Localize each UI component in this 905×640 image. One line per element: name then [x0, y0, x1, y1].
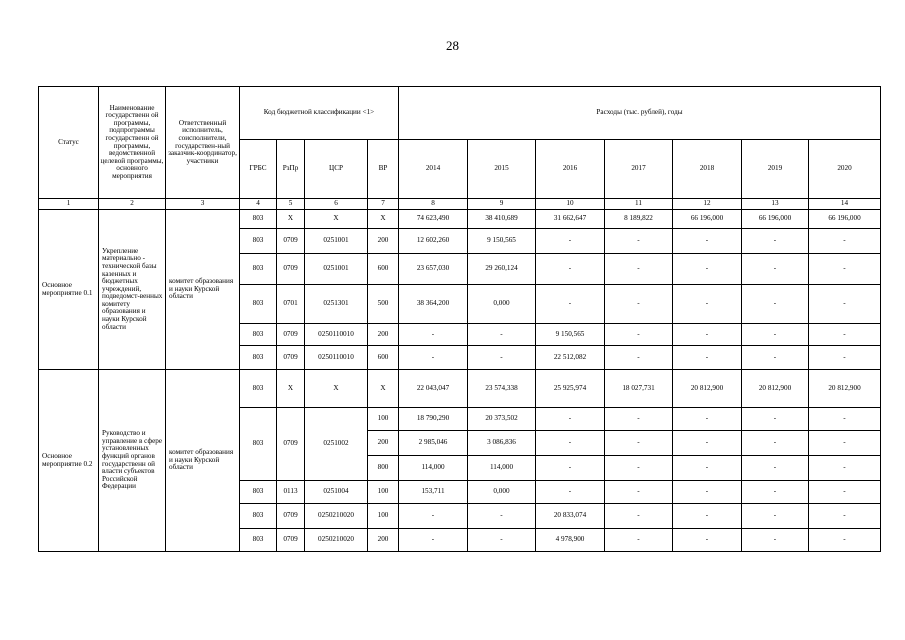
cell-value: - [809, 346, 881, 370]
page-number: 28 [446, 38, 459, 53]
header-row-1 [39, 87, 881, 140]
cell-value: 29 260,124 [468, 254, 536, 285]
cell-vr: 100 [368, 408, 399, 431]
cell-value: 38 410,689 [468, 210, 536, 229]
cell-value: 20 812,900 [742, 370, 809, 408]
table-row [39, 370, 881, 408]
cell-value: - [809, 456, 881, 481]
cell-rzpr: 0709 [277, 324, 305, 346]
section-name: Руководство и управление в сфере установленных функций органов государственн ой власти субъектов Российской Федерации [99, 370, 166, 552]
cell-grbs: 803 [240, 285, 277, 324]
cell-value: 22 512,082 [536, 346, 605, 370]
cell-value: - [809, 431, 881, 456]
cell-value: 20 373,502 [468, 408, 536, 431]
cell-value: 18 027,731 [605, 370, 673, 408]
cell-value: - [605, 504, 673, 529]
cell-value: - [605, 481, 673, 504]
section-name: Укрепление материально - технической базы казенных и бюджетных учреждений, подведомст-венных комитету образования и науки Курской области [99, 210, 166, 370]
section-status: Основное мероприятие 0.2 [39, 370, 99, 552]
cell-value: 9 150,565 [468, 229, 536, 254]
cell-value: 2 985,046 [399, 431, 468, 456]
cell-value: - [809, 324, 881, 346]
cell-value: - [536, 456, 605, 481]
cell-value: - [673, 254, 742, 285]
header-vr: ВР [368, 140, 399, 199]
cell-rzpr: 0709 [277, 346, 305, 370]
cell-value: 114,000 [468, 456, 536, 481]
cell-value: - [673, 229, 742, 254]
column-number: 12 [673, 199, 742, 210]
cell-value: - [536, 408, 605, 431]
table-body [39, 87, 881, 552]
header-budget-code: Код бюджетной классификации <1> [240, 87, 399, 140]
cell-value: - [809, 229, 881, 254]
cell-value: - [468, 324, 536, 346]
column-number: 1 [39, 199, 99, 210]
cell-value: 38 364,200 [399, 285, 468, 324]
column-number: 9 [468, 199, 536, 210]
cell-value: 18 790,290 [399, 408, 468, 431]
cell-value: 66 196,000 [673, 210, 742, 229]
cell-rzpr: 0709 [277, 504, 305, 529]
cell-value: - [673, 504, 742, 529]
header-year: 2020 [809, 140, 881, 199]
cell-value: - [809, 529, 881, 552]
section-responsible: комитет образования и науки Курской области [166, 210, 240, 370]
column-number: 2 [99, 199, 166, 210]
header-year: 2017 [605, 140, 673, 199]
cell-value: - [809, 481, 881, 504]
cell-value: 4 978,900 [536, 529, 605, 552]
cell-rzpr: 0709 [277, 254, 305, 285]
cell-value: - [742, 408, 809, 431]
cell-value: 66 196,000 [809, 210, 881, 229]
header-csr: ЦСР [305, 140, 368, 199]
cell-rzpr: 0113 [277, 481, 305, 504]
cell-vr: 600 [368, 254, 399, 285]
cell-value: - [468, 346, 536, 370]
cell-grbs: 803 [240, 370, 277, 408]
cell-value: - [399, 504, 468, 529]
column-number: 13 [742, 199, 809, 210]
column-number: 8 [399, 199, 468, 210]
cell-value: 114,000 [399, 456, 468, 481]
cell-value: 8 189,822 [605, 210, 673, 229]
cell-rzpr: 0709 [277, 408, 305, 481]
cell-grbs: 803 [240, 481, 277, 504]
cell-value: 0,000 [468, 481, 536, 504]
cell-vr: 500 [368, 285, 399, 324]
cell-grbs: 803 [240, 346, 277, 370]
header-year: 2014 [399, 140, 468, 199]
cell-value: 66 196,000 [742, 210, 809, 229]
cell-vr: 800 [368, 456, 399, 481]
cell-rzpr: X [277, 210, 305, 229]
cell-value: 3 086,836 [468, 431, 536, 456]
header-year: 2019 [742, 140, 809, 199]
column-number: 11 [605, 199, 673, 210]
cell-csr: 0250210020 [305, 504, 368, 529]
cell-csr: X [305, 370, 368, 408]
cell-value: - [809, 254, 881, 285]
header-grbs: ГРБС [240, 140, 277, 199]
header-year: 2018 [673, 140, 742, 199]
cell-rzpr: 0701 [277, 285, 305, 324]
cell-value: - [673, 346, 742, 370]
cell-csr: 0250210020 [305, 529, 368, 552]
column-number: 6 [305, 199, 368, 210]
cell-value: 23 574,338 [468, 370, 536, 408]
cell-vr: 200 [368, 324, 399, 346]
cell-grbs: 803 [240, 504, 277, 529]
cell-csr: 0251002 [305, 408, 368, 481]
cell-vr: 100 [368, 481, 399, 504]
cell-value: 22 043,047 [399, 370, 468, 408]
cell-value: - [742, 456, 809, 481]
cell-value: - [673, 408, 742, 431]
cell-vr: 200 [368, 431, 399, 456]
cell-value: - [399, 529, 468, 552]
cell-csr: 0251004 [305, 481, 368, 504]
cell-value: - [605, 346, 673, 370]
cell-value: - [468, 529, 536, 552]
cell-csr: 0251001 [305, 229, 368, 254]
cell-value: - [742, 254, 809, 285]
cell-value: 74 623,490 [399, 210, 468, 229]
cell-grbs: 803 [240, 254, 277, 285]
cell-value: - [809, 504, 881, 529]
cell-value: - [742, 431, 809, 456]
cell-vr: X [368, 370, 399, 408]
budget-table [38, 86, 881, 552]
cell-value: - [605, 229, 673, 254]
cell-value: - [536, 229, 605, 254]
cell-value: - [673, 481, 742, 504]
section-status: Основное мероприятие 0.1 [39, 210, 99, 370]
cell-value: 153,711 [399, 481, 468, 504]
cell-value: 0,000 [468, 285, 536, 324]
column-number: 5 [277, 199, 305, 210]
cell-value: - [605, 529, 673, 552]
cell-value: - [742, 324, 809, 346]
column-number: 10 [536, 199, 605, 210]
cell-grbs: 803 [240, 210, 277, 229]
column-number: 4 [240, 199, 277, 210]
cell-csr: X [305, 210, 368, 229]
cell-vr: 100 [368, 504, 399, 529]
cell-value: - [809, 408, 881, 431]
column-number: 14 [809, 199, 881, 210]
cell-value: - [605, 324, 673, 346]
cell-value: - [536, 431, 605, 456]
cell-value: 20 812,900 [809, 370, 881, 408]
cell-grbs: 803 [240, 324, 277, 346]
cell-value: - [536, 481, 605, 504]
cell-vr: 200 [368, 229, 399, 254]
cell-value: - [605, 456, 673, 481]
cell-csr: 0250110010 [305, 346, 368, 370]
cell-value: - [605, 408, 673, 431]
cell-vr: 200 [368, 529, 399, 552]
section-responsible: комитет образования и науки Курской области [166, 370, 240, 552]
cell-value: - [742, 504, 809, 529]
column-number: 7 [368, 199, 399, 210]
cell-value: - [605, 285, 673, 324]
header-year: 2015 [468, 140, 536, 199]
cell-vr: X [368, 210, 399, 229]
header-responsible: Ответственный исполнитель, соисполнители, государствен-ный заказчик-координатор, участники [166, 87, 240, 199]
cell-grbs: 803 [240, 529, 277, 552]
cell-value: - [399, 324, 468, 346]
cell-value: - [809, 285, 881, 324]
cell-value: - [742, 229, 809, 254]
column-number: 3 [166, 199, 240, 210]
cell-value: - [742, 529, 809, 552]
header-program-name: Наименование государственн ой программы, подпрограммы государственн ой программы, ведомственной целевой программы, основного мероприятия [99, 87, 166, 199]
cell-grbs: 803 [240, 408, 277, 481]
table-row [39, 210, 881, 229]
cell-rzpr: 0709 [277, 229, 305, 254]
cell-value: - [742, 285, 809, 324]
cell-value: - [673, 456, 742, 481]
cell-value: - [536, 254, 605, 285]
cell-csr: 0250110010 [305, 324, 368, 346]
cell-value: 20 812,900 [673, 370, 742, 408]
cell-value: 31 662,647 [536, 210, 605, 229]
cell-value: - [673, 529, 742, 552]
cell-value: - [742, 346, 809, 370]
cell-value: 12 602,260 [399, 229, 468, 254]
cell-grbs: 803 [240, 229, 277, 254]
header-expenses: Расходы (тыс. рублей), годы [399, 87, 881, 140]
header-rzpr: РзПр [277, 140, 305, 199]
cell-value: - [468, 504, 536, 529]
cell-value: - [536, 285, 605, 324]
cell-csr: 0251301 [305, 285, 368, 324]
cell-value: 20 833,074 [536, 504, 605, 529]
cell-rzpr: X [277, 370, 305, 408]
cell-value: - [673, 431, 742, 456]
cell-value: - [673, 285, 742, 324]
cell-value: - [399, 346, 468, 370]
cell-value: 9 150,565 [536, 324, 605, 346]
cell-value: - [605, 254, 673, 285]
cell-rzpr: 0709 [277, 529, 305, 552]
cell-value: - [673, 324, 742, 346]
cell-vr: 600 [368, 346, 399, 370]
column-number-row [39, 199, 881, 210]
header-year: 2016 [536, 140, 605, 199]
cell-value: - [742, 481, 809, 504]
cell-value: - [605, 431, 673, 456]
header-status: Статус [39, 87, 99, 199]
cell-value: 23 657,030 [399, 254, 468, 285]
cell-csr: 0251001 [305, 254, 368, 285]
cell-value: 25 925,974 [536, 370, 605, 408]
